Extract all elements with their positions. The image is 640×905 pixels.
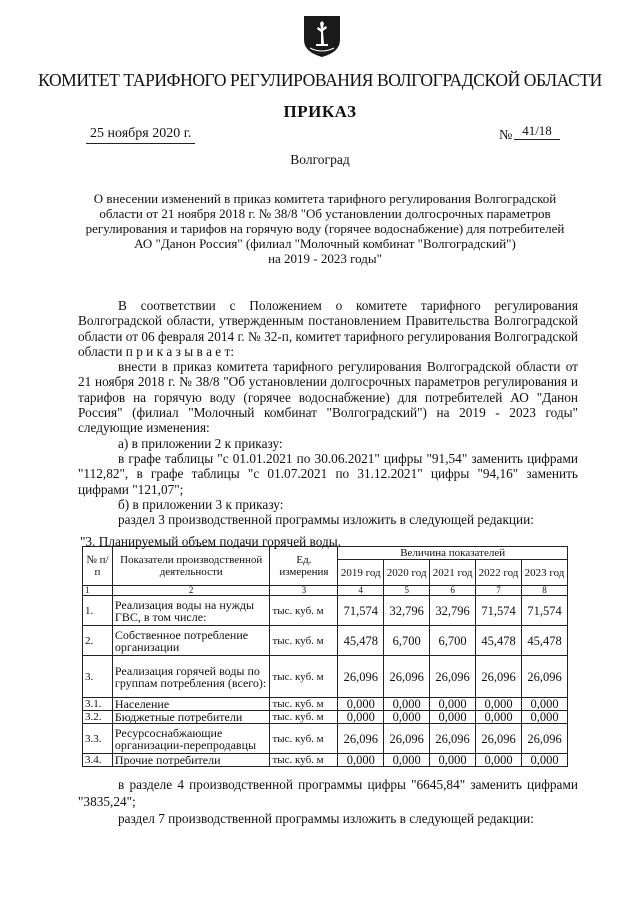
row-value: 26,096 xyxy=(430,724,476,754)
row-value: 0,000 xyxy=(522,754,568,767)
amendment-paragraph: внести в приказ комитета тарифного регулирования Волгоградской области от 21 ноября 2018 г. № 38/8 "Об установлении долгосрочных параметров регулирования и тарифов на горячую воду (горячее водоснабжение) для потребителей АО "Данон Россия" (филиал "Молочный комбинат "Волгоградский") на 2019 - 2023 годы" следующие изменения: xyxy=(78,359,578,436)
item-b: б) в приложении 3 к приказу: xyxy=(118,496,284,512)
preamble-paragraph: В соответствии с Положением о комитете тарифного регулирования Волгоградской области, утвержденным постановлением Правительства Волгоградской области от 06 февраля 2014 г. № 32-п, комитет тарифного регулирования Волгоградской области п р и к а з ы в а е т: xyxy=(78,298,578,359)
row-value: 6,700 xyxy=(430,626,476,656)
row-unit: тыс. куб. м xyxy=(270,711,338,724)
row-value: 26,096 xyxy=(338,656,384,698)
column-number: 6 xyxy=(430,586,476,596)
row-num: 3. xyxy=(83,656,113,698)
row-value: 71,574 xyxy=(522,596,568,626)
row-unit: тыс. куб. м xyxy=(270,656,338,698)
row-unit: тыс. куб. м xyxy=(270,754,338,767)
row-num: 1. xyxy=(83,596,113,626)
header-unit: Ед. измерения xyxy=(270,547,338,586)
column-number: 5 xyxy=(384,586,430,596)
header-year: 2019 год xyxy=(338,560,384,586)
header-year: 2020 год xyxy=(384,560,430,586)
row-value: 0,000 xyxy=(338,698,384,711)
row-value: 0,000 xyxy=(384,711,430,724)
row-value: 32,796 xyxy=(384,596,430,626)
order-tail xyxy=(78,776,578,827)
city: Волгоград xyxy=(290,152,350,167)
column-number: 8 xyxy=(522,586,568,596)
row-value: 0,000 xyxy=(522,698,568,711)
row-num: 2. xyxy=(83,626,113,656)
header-values-group: Величина показателей xyxy=(338,547,568,560)
hot-water-volume-table xyxy=(82,546,568,767)
row-value: 71,574 xyxy=(476,596,522,626)
column-number: 7 xyxy=(476,586,522,596)
order-body xyxy=(78,298,578,527)
subject-line: области от 21 ноября 2018 г. № 38/8 "Об установлении долгосрочных параметров xyxy=(99,206,551,221)
header-indicator: Показатели производственной деятельности xyxy=(112,547,270,586)
table-row xyxy=(83,656,568,698)
row-value: 0,000 xyxy=(522,711,568,724)
column-number: 4 xyxy=(338,586,384,596)
table-row xyxy=(83,596,568,626)
header-year: 2022 год xyxy=(476,560,522,586)
order-date: 25 ноября 2020 г. xyxy=(86,126,195,144)
row-label: Собственное потребление организации xyxy=(112,626,270,656)
table-caption: "3. Планируемый объем подачи горячей воды. xyxy=(80,534,342,549)
row-num: 3.2. xyxy=(83,711,113,724)
row-value: 0,000 xyxy=(430,754,476,767)
row-value: 45,478 xyxy=(522,626,568,656)
row-value: 0,000 xyxy=(476,698,522,711)
section-4-paragraph: в разделе 4 производственной программы цифры "6645,84" заменить цифрами "3835,24"; xyxy=(78,777,578,809)
row-unit: тыс. куб. м xyxy=(270,596,338,626)
header-num: № п/п xyxy=(83,547,113,586)
row-value: 26,096 xyxy=(338,724,384,754)
row-label: Прочие потребители xyxy=(112,754,270,767)
row-value: 0,000 xyxy=(384,754,430,767)
row-value: 26,096 xyxy=(384,724,430,754)
row-unit: тыс. куб. м xyxy=(270,724,338,754)
row-value: 0,000 xyxy=(338,711,384,724)
column-number: 1 xyxy=(83,586,113,596)
row-num: 3.3. xyxy=(83,724,113,754)
column-number: 3 xyxy=(270,586,338,596)
item-a: а) в приложении 2 к приказу: xyxy=(118,435,283,451)
document-type: ПРИКАЗ xyxy=(283,102,357,121)
order-subject xyxy=(78,191,572,266)
section-7-paragraph: раздел 7 производственной программы изложить в следующей редакции: xyxy=(118,811,534,826)
subject-line: О внесении изменений в приказ комитета тарифного регулирования Волгоградской xyxy=(93,191,557,206)
row-value: 32,796 xyxy=(430,596,476,626)
row-unit: тыс. куб. м xyxy=(270,698,338,711)
row-value: 26,096 xyxy=(476,656,522,698)
row-value: 26,096 xyxy=(430,656,476,698)
volgograd-emblem-icon xyxy=(302,14,342,58)
table-row xyxy=(83,711,568,724)
item-a-text: в графе таблицы "с 01.01.2021 по 30.06.2021" цифры "91,54" заменить цифрами "112,82", в графе таблицы "с 01.07.2021 по 31.12.2021" цифры "94,16" заменить цифрами "121,07"; xyxy=(78,450,578,497)
row-label: Реализация воды на нужды ГВС, в том числе: xyxy=(112,596,270,626)
table-row xyxy=(83,698,568,711)
row-value: 26,096 xyxy=(476,724,522,754)
number-sign: № xyxy=(499,128,513,143)
table-row xyxy=(83,754,568,767)
row-num: 3.4. xyxy=(83,754,113,767)
row-value: 6,700 xyxy=(384,626,430,656)
table-row xyxy=(83,724,568,754)
row-value: 26,096 xyxy=(522,724,568,754)
table-row xyxy=(83,626,568,656)
order-number: 41/18 xyxy=(514,123,560,140)
row-value: 0,000 xyxy=(384,698,430,711)
row-value: 45,478 xyxy=(338,626,384,656)
row-label: Ресурсоснабжающие организации-перепродавцы xyxy=(112,724,270,754)
item-b-text: раздел 3 производственной программы изложить в следующей редакции: xyxy=(118,512,534,528)
row-label: Реализация горячей воды по группам потребления (всего): xyxy=(112,656,270,698)
column-number: 2 xyxy=(112,586,270,596)
header-year: 2021 год xyxy=(430,560,476,586)
row-value: 0,000 xyxy=(476,754,522,767)
row-value: 71,574 xyxy=(338,596,384,626)
row-num: 3.1. xyxy=(83,698,113,711)
subject-line: АО "Данон Россия" (филиал "Молочный комбинат "Волгоградский") xyxy=(134,236,516,251)
header-year: 2023 год xyxy=(522,560,568,586)
row-label: Бюджетные потребители xyxy=(112,711,270,724)
row-value: 0,000 xyxy=(430,698,476,711)
row-value: 0,000 xyxy=(476,711,522,724)
row-label: Население xyxy=(112,698,270,711)
row-value: 26,096 xyxy=(384,656,430,698)
row-value: 0,000 xyxy=(430,711,476,724)
row-value: 0,000 xyxy=(338,754,384,767)
row-unit: тыс. куб. м xyxy=(270,626,338,656)
committee-name: КОМИТЕТ ТАРИФНОГО РЕГУЛИРОВАНИЯ ВОЛГОГРАДСКОЙ ОБЛАСТИ xyxy=(38,70,602,90)
row-value: 26,096 xyxy=(522,656,568,698)
subject-line: на 2019 - 2023 годы" xyxy=(268,251,382,266)
subject-line: регулирования и тарифов на горячую воду (горячее водоснабжение) для потребителей xyxy=(85,221,565,236)
row-value: 45,478 xyxy=(476,626,522,656)
